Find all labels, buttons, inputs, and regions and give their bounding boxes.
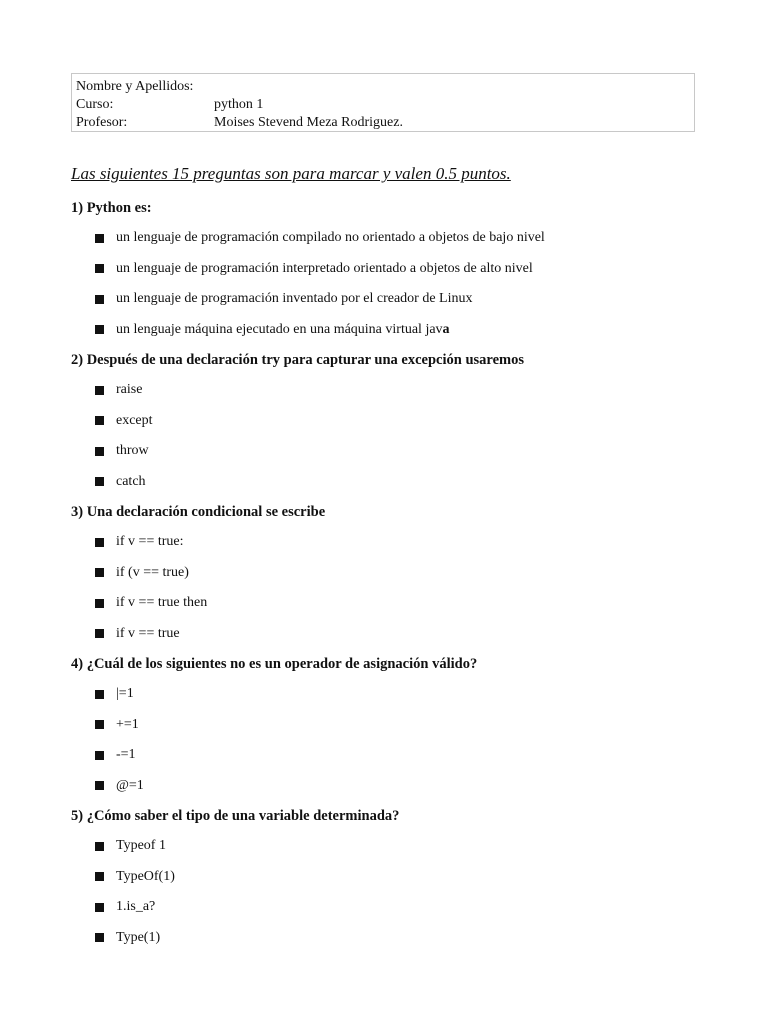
question-5: 5) ¿Cómo saber el tipo de una variable determinada?: [71, 808, 400, 824]
option-label: 1.is_a?: [116, 899, 156, 914]
option-label: catch: [116, 473, 146, 489]
name-label: Nombre y Apellidos:: [76, 79, 194, 94]
square-bullet-icon: [95, 599, 104, 608]
option-1b[interactable]: [71, 260, 711, 278]
teacher-label: Profesor:: [76, 115, 128, 130]
course-value: python 1: [214, 97, 264, 112]
option-label: un lenguaje de programación interpretado orientado a objetos de alto nivel: [116, 260, 533, 276]
option-4a[interactable]: [71, 685, 711, 703]
square-bullet-icon: [95, 568, 104, 577]
option-label: @=1: [116, 777, 144, 793]
option-label: Typeof 1: [116, 838, 166, 853]
option-label-bold-suffix: a: [442, 321, 450, 337]
section-heading: Las siguientes 15 preguntas son para marcar y valen 0.5 puntos.: [71, 164, 511, 183]
option-5d[interactable]: [71, 929, 711, 947]
option-3b[interactable]: [71, 564, 711, 582]
name-row: [76, 78, 694, 96]
option-label: |=1: [116, 686, 134, 701]
option-2b[interactable]: [71, 412, 711, 430]
option-5b[interactable]: [71, 868, 711, 886]
square-bullet-icon: [95, 872, 104, 881]
option-2c[interactable]: [71, 442, 711, 460]
square-bullet-icon: [95, 325, 104, 334]
option-label: if (v == true): [116, 564, 189, 580]
course-label: Curso:: [76, 97, 114, 112]
option-2d[interactable]: [71, 473, 711, 491]
option-3d[interactable]: [71, 625, 711, 643]
option-label: throw: [116, 443, 149, 458]
square-bullet-icon: [95, 720, 104, 729]
option-label: if v == true: [116, 625, 180, 641]
option-label: +=1: [116, 716, 139, 732]
question-2: 2) Después de una declaración try para capturar una excepción usaremos: [71, 352, 524, 368]
question-1: 1) Python es:: [71, 200, 152, 216]
square-bullet-icon: [95, 538, 104, 547]
square-bullet-icon: [95, 903, 104, 912]
square-bullet-icon: [95, 751, 104, 760]
teacher-value: Moises Stevend Meza Rodriguez.: [214, 115, 403, 130]
option-1a[interactable]: [71, 229, 711, 247]
square-bullet-icon: [95, 690, 104, 699]
square-bullet-icon: [95, 234, 104, 243]
option-label: -=1: [116, 747, 136, 762]
square-bullet-icon: [95, 295, 104, 304]
question-list: [71, 199, 711, 959]
square-bullet-icon: [95, 781, 104, 790]
option-label: except: [116, 412, 153, 428]
option-label: Type(1): [116, 929, 161, 945]
option-1d[interactable]: [71, 321, 711, 339]
square-bullet-icon: [95, 933, 104, 942]
option-label: TypeOf(1): [116, 868, 175, 884]
option-label: raise: [116, 382, 143, 397]
option-label-main: un lenguaje máquina ejecutado en una máquina virtual jav: [116, 321, 443, 337]
question-4: 4) ¿Cuál de los siguientes no es un operador de asignación válido?: [71, 656, 478, 672]
option-5c[interactable]: [71, 898, 711, 916]
option-label: [116, 321, 450, 339]
square-bullet-icon: [95, 447, 104, 456]
square-bullet-icon: [95, 842, 104, 851]
option-3a[interactable]: [71, 533, 711, 551]
teacher-row: [76, 114, 694, 132]
option-label: un lenguaje de programación inventado por el creador de Linux: [116, 291, 473, 306]
option-4c[interactable]: [71, 746, 711, 764]
square-bullet-icon: [95, 264, 104, 273]
course-row: [76, 96, 694, 114]
option-label: if v == true:: [116, 534, 184, 549]
square-bullet-icon: [95, 629, 104, 638]
option-label: if v == true then: [116, 595, 208, 610]
option-1c[interactable]: [71, 290, 711, 308]
option-label: un lenguaje de programación compilado no orientado a objetos de bajo nivel: [116, 230, 545, 245]
option-3c[interactable]: [71, 594, 711, 612]
square-bullet-icon: [95, 416, 104, 425]
square-bullet-icon: [95, 386, 104, 395]
option-4d[interactable]: [71, 777, 711, 795]
square-bullet-icon: [95, 477, 104, 486]
option-2a[interactable]: [71, 381, 711, 399]
option-4b[interactable]: [71, 716, 711, 734]
student-info-box: [71, 73, 695, 132]
option-5a[interactable]: [71, 837, 711, 855]
question-3: 3) Una declaración condicional se escribe: [71, 504, 326, 520]
